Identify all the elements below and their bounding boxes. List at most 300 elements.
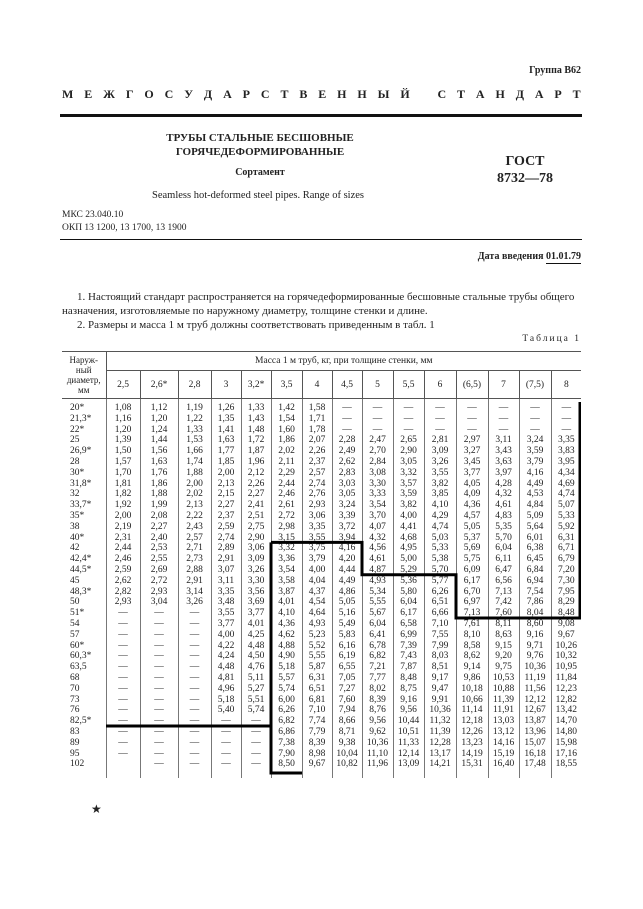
mass-cell: 13,12	[488, 727, 519, 738]
mass-cell: 3,95	[551, 457, 581, 468]
mass-cell: 2,57	[302, 468, 332, 479]
mass-cell: 1,16	[106, 414, 140, 425]
mass-cell: 5,74	[241, 705, 271, 716]
mass-cell: 9,16	[519, 630, 551, 641]
heading-letter: М	[62, 87, 74, 101]
mass-cell: 3,87	[271, 587, 302, 598]
mass-cell: 6,84	[519, 565, 551, 576]
mass-cell: —	[106, 684, 140, 695]
mass-cell: 3,35	[302, 522, 332, 533]
mass-cell: 8,76	[362, 705, 393, 716]
mass-cell: 2,00	[211, 468, 241, 479]
mass-cell: 7,60	[488, 608, 519, 619]
mass-cell: —	[178, 695, 211, 706]
mks-code: МКС 23.040.10	[62, 210, 124, 220]
mass-cell: 1,96	[241, 457, 271, 468]
mass-cell: 2,08	[140, 511, 178, 522]
mass-cell: 5,38	[424, 554, 456, 565]
mass-cell: 8,58	[456, 641, 488, 652]
mass-cell: 10,51	[393, 727, 424, 738]
diameter-cell: 82,5*	[70, 716, 92, 727]
thickness-header: 2,8	[178, 371, 211, 399]
mass-cell: 2,59	[211, 522, 241, 533]
mass-cell: 4,00	[302, 565, 332, 576]
mass-cell: 4,62	[271, 630, 302, 641]
mass-cell: —	[106, 619, 140, 630]
heading-letter: Н	[495, 87, 505, 101]
mass-cell: 2,74	[302, 479, 332, 490]
mass-cell: 3,07	[211, 565, 241, 576]
mass-cell: 2,90	[393, 446, 424, 457]
heading-letter: Т	[572, 87, 581, 101]
mass-cell: 2,27	[211, 500, 241, 511]
mass-cell: 8,03	[424, 651, 456, 662]
mass-cell: 3,26	[424, 457, 456, 468]
mass-cell: 9,86	[456, 673, 488, 684]
mass-cell: 7,21	[362, 662, 393, 673]
mass-cell: 4,32	[488, 489, 519, 500]
mass-cell: 4,93	[302, 619, 332, 630]
mass-cell: 6,97	[456, 597, 488, 608]
mass-cell: 3,72	[332, 522, 362, 533]
mass-cell: 2,00	[178, 479, 211, 490]
mass-cell: 3,05	[332, 489, 362, 500]
mass-cell: 3,63	[488, 457, 519, 468]
mass-cell: 1,57	[106, 457, 140, 468]
mass-cell: 10,88	[488, 684, 519, 695]
mass-cell: 4,36	[456, 500, 488, 511]
mass-cell: —	[488, 425, 519, 436]
mass-cell: 4,53	[519, 489, 551, 500]
diameter-cell: 57	[70, 629, 80, 640]
mass-cell: 15,98	[551, 738, 581, 749]
mass-cell: 12,14	[393, 749, 424, 760]
mass-cell: 6,66	[424, 608, 456, 619]
heading-letter: С	[437, 87, 447, 101]
mass-cell: —	[211, 716, 241, 727]
mass-cell: 4,20	[332, 554, 362, 565]
mass-cell: —	[211, 738, 241, 749]
mass-cell: —	[178, 651, 211, 662]
mass-cell: 5,57	[271, 673, 302, 684]
mass-cell: 2,26	[241, 479, 271, 490]
mass-cell: —	[211, 727, 241, 738]
mass-cell: 1,87	[241, 446, 271, 457]
mass-cell: 5,33	[551, 511, 581, 522]
mass-cell: 14,80	[551, 727, 581, 738]
mass-cell: 5,11	[241, 673, 271, 684]
thickness-header: 2,5	[106, 371, 140, 399]
mass-cell: 13,03	[488, 716, 519, 727]
mass-cell: 6,56	[488, 576, 519, 587]
mass-cell: 14,21	[424, 759, 456, 770]
heading-letter: Е	[318, 87, 327, 101]
mass-cell: 8,04	[519, 608, 551, 619]
mass-cell: 3,06	[241, 543, 271, 554]
mass-cell: —	[178, 759, 211, 770]
mass-cell: —	[488, 403, 519, 414]
diameter-cell: 51*	[70, 608, 85, 619]
mass-cell: 2,13	[178, 500, 211, 511]
mass-cell: 1,86	[140, 479, 178, 490]
mass-cell: 8,98	[302, 749, 332, 760]
diameter-cell: 40*	[70, 532, 85, 543]
mass-cell: 12,26	[456, 727, 488, 738]
mass-cell: 12,12	[519, 695, 551, 706]
mass-cell: —	[140, 684, 178, 695]
paragraph-2: 2. Размеры и масса 1 м труб должны соответствовать приведенным в табл. 1	[77, 319, 435, 331]
mass-cell: 12,18	[456, 716, 488, 727]
mass-cell: —	[178, 608, 211, 619]
gost-number: 8732—78	[497, 171, 553, 186]
mass-cell: 7,61	[456, 619, 488, 630]
diameter-cell: 68	[70, 672, 80, 683]
mass-cell: 5,29	[393, 565, 424, 576]
mass-cell: 8,63	[488, 630, 519, 641]
mass-cell: 9,17	[424, 673, 456, 684]
mass-cell: 2,83	[332, 468, 362, 479]
mass-cell: 4,95	[393, 543, 424, 554]
diameter-cell: 54	[70, 618, 80, 629]
mass-cell: 13,42	[551, 705, 581, 716]
mass-cell: 4,04	[302, 576, 332, 587]
mass-cell: —	[140, 695, 178, 706]
mass-cell: 2,49	[332, 446, 362, 457]
mass-cell: 5,55	[302, 651, 332, 662]
mass-cell: 11,33	[393, 738, 424, 749]
mass-cell: 2,75	[241, 522, 271, 533]
mass-cell: 3,75	[302, 543, 332, 554]
mass-cell: 3,11	[488, 435, 519, 446]
mass-cell: 15,07	[519, 738, 551, 749]
mass-cell: 3,32	[393, 468, 424, 479]
mass-cell: 14,19	[456, 749, 488, 760]
mass-cell: 1,88	[140, 489, 178, 500]
mass-cell: 7,43	[393, 651, 424, 662]
mass-cell: —	[178, 630, 211, 641]
mass-cell: 2,44	[106, 543, 140, 554]
mass-cell: 4,93	[362, 576, 393, 587]
mass-cell: 6,11	[488, 554, 519, 565]
mass-cell: —	[178, 749, 211, 760]
mass-cell: 4,41	[393, 522, 424, 533]
mass-cell: 5,18	[211, 695, 241, 706]
mass-cell: 2,26	[302, 446, 332, 457]
mass-cell: —	[393, 403, 424, 414]
thickness-header: 7	[488, 371, 519, 399]
mass-cell: —	[424, 425, 456, 436]
mass-cell: 8,10	[456, 630, 488, 641]
diameter-cell: 35*	[70, 510, 85, 521]
mass-cell: 10,53	[488, 673, 519, 684]
heading-letter: А	[534, 87, 544, 101]
mass-cell: 1,50	[106, 446, 140, 457]
mass-cell: 3,55	[302, 533, 332, 544]
mass-cell: 3,06	[302, 511, 332, 522]
mass-cell: 3,45	[456, 457, 488, 468]
mass-cell: 11,32	[424, 716, 456, 727]
mass-cell: 1,54	[271, 414, 302, 425]
mass-cell: 3,35	[551, 435, 581, 446]
mass-cell: 7,99	[424, 641, 456, 652]
mass-cell: —	[211, 759, 241, 770]
mass-cell: 3,77	[456, 468, 488, 479]
mass-cell: 3,56	[241, 587, 271, 598]
diameter-cell: 21,3*	[70, 413, 92, 424]
mass-cell: —	[241, 759, 271, 770]
mass-cell: 3,82	[393, 500, 424, 511]
mass-cell: —	[241, 738, 271, 749]
mass-cell: 2,72	[140, 576, 178, 587]
mass-cell: —	[178, 716, 211, 727]
mass-cell: —	[332, 414, 362, 425]
thickness-header: 4,5	[332, 371, 362, 399]
mass-cell: 3,48	[211, 597, 241, 608]
mass-cell: 3,14	[178, 587, 211, 598]
mass-cell: 1,63	[211, 435, 241, 446]
mass-cell: 6,82	[271, 716, 302, 727]
mass-cell: 17,48	[519, 759, 551, 770]
mass-cell: 8,39	[362, 695, 393, 706]
mass-cell: —	[456, 414, 488, 425]
mass-cell: 2,93	[140, 587, 178, 598]
header-divider	[60, 114, 582, 117]
date-label: Дата введения	[477, 251, 544, 262]
heading-gap	[421, 87, 427, 102]
heading-letter: Е	[84, 87, 93, 101]
mass-cell: 11,39	[424, 727, 456, 738]
mass-cell: 4,16	[519, 468, 551, 479]
mass-cell: —	[106, 716, 140, 727]
mass-cell: —	[178, 738, 211, 749]
mass-cell: 8,02	[362, 684, 393, 695]
mass-cell: 5,70	[424, 565, 456, 576]
heading-letter: А	[223, 87, 232, 101]
mass-cell: 1,42	[271, 403, 302, 414]
mass-cell: 2,93	[106, 597, 140, 608]
mass-cell: 2,46	[271, 489, 302, 500]
diameter-cell: 26,9*	[70, 446, 92, 457]
mass-cell: 2,41	[241, 500, 271, 511]
heading-letter: Н	[337, 87, 347, 101]
diameter-cell: 42,4*	[70, 554, 92, 565]
mass-cell: 4,01	[241, 619, 271, 630]
thickness-header: 3,2*	[241, 371, 271, 399]
mass-cell: 4,90	[271, 651, 302, 662]
mass-cell: 8,51	[424, 662, 456, 673]
mass-cell: 1,39	[106, 435, 140, 446]
mass-cell: —	[424, 414, 456, 425]
diameter-cell: 73	[70, 694, 80, 705]
mass-cell: 8,50	[271, 759, 302, 770]
mass-cell: 3,94	[332, 533, 362, 544]
mass-cell: 2,89	[211, 543, 241, 554]
mass-cell: 14,16	[488, 738, 519, 749]
mass-cell: 5,67	[362, 608, 393, 619]
mass-cell: 6,99	[393, 630, 424, 641]
mass-cell: 4,00	[393, 511, 424, 522]
okp-code: ОКП 13 1200, 13 1700, 13 1900	[62, 223, 187, 233]
mass-cell: 1,72	[241, 435, 271, 446]
upper-group-border	[271, 402, 580, 618]
mass-cell: 8,11	[488, 619, 519, 630]
mass-cell: 3,32	[271, 543, 302, 554]
mass-cell: 5,49	[332, 619, 362, 630]
mass-cell: 2,98	[271, 522, 302, 533]
mass-cell: 3,30	[362, 479, 393, 490]
mass-cell: 3,59	[393, 489, 424, 500]
mass-cell: 7,13	[488, 587, 519, 598]
mass-cell: 9,75	[488, 662, 519, 673]
mass-cell: 6,45	[519, 554, 551, 565]
mass-cell: 1,33	[178, 425, 211, 436]
mass-cell: —	[140, 608, 178, 619]
mass-cell: 9,56	[393, 705, 424, 716]
mass-cell: —	[456, 403, 488, 414]
heading-letter: В	[299, 87, 308, 101]
heading-letter: Д	[515, 87, 524, 101]
mass-cell: 5,34	[362, 587, 393, 598]
diameter-cell: 31,8*	[70, 478, 92, 489]
table-group-borders	[62, 351, 581, 777]
mass-cell: 2,27	[241, 489, 271, 500]
mass-cell: —	[106, 738, 140, 749]
heading-letter: Р	[554, 87, 562, 101]
mass-cell: 3,39	[332, 511, 362, 522]
mass-cell: —	[241, 716, 271, 727]
mass-cell: 1,44	[140, 435, 178, 446]
mass-cell: 7,20	[551, 565, 581, 576]
mass-cell: 7,87	[393, 662, 424, 673]
english-title: Seamless hot-deformed steel pipes. Range of sizes	[152, 190, 364, 201]
mass-cell: —	[456, 425, 488, 436]
mass-cell: 10,36	[424, 705, 456, 716]
mass-cell: 7,10	[424, 619, 456, 630]
mass-cell: 2,57	[178, 533, 211, 544]
mass-cell: 8,39	[302, 738, 332, 749]
mass-cell: 11,14	[456, 705, 488, 716]
mass-header: Масса 1 м труб, кг, при толщине стенки, мм	[106, 352, 581, 371]
thickness-header: 3	[211, 371, 241, 399]
heading-letter: Т	[280, 87, 289, 101]
mass-cell: 4,49	[332, 576, 362, 587]
mass-cell: —	[140, 673, 178, 684]
mass-cell: 9,16	[393, 695, 424, 706]
mass-cell: 2,91	[211, 554, 241, 565]
mass-cell: —	[106, 727, 140, 738]
mass-cell: 7,13	[456, 608, 488, 619]
mass-cell: 1,71	[302, 414, 332, 425]
mass-cell: 9,14	[456, 662, 488, 673]
diameter-cell: 38	[70, 521, 80, 532]
mass-cell: 2,46	[106, 554, 140, 565]
mass-cell: 7,30	[551, 576, 581, 587]
mass-cell: 5,77	[424, 576, 456, 587]
mass-cell: 4,81	[211, 673, 241, 684]
mass-cell: 2,88	[178, 565, 211, 576]
mass-cell: 8,60	[519, 619, 551, 630]
mass-cell: 7,39	[393, 641, 424, 652]
mass-cell: 16,18	[519, 749, 551, 760]
mass-cell: 5,18	[271, 662, 302, 673]
mass-cell: 4,54	[302, 597, 332, 608]
mass-cell: 10,26	[551, 641, 581, 652]
mass-cell: 5,35	[488, 522, 519, 533]
mass-cell: 1,43	[241, 414, 271, 425]
mass-cell: 5,05	[332, 597, 362, 608]
lower-group-border	[271, 542, 302, 773]
mass-cell: 3,36	[271, 554, 302, 565]
mass-cell: 8,71	[332, 727, 362, 738]
mass-cell: 17,16	[551, 749, 581, 760]
mass-cell: 6,38	[519, 543, 551, 554]
mass-cell: 2,02	[271, 446, 302, 457]
mass-cell: 2,40	[140, 533, 178, 544]
mass-cell: —	[140, 619, 178, 630]
mass-cell: 4,07	[362, 522, 393, 533]
gost-label: ГОСТ	[505, 154, 545, 169]
diameter-cell: 63,5	[70, 662, 87, 673]
mass-cell: 4,76	[241, 662, 271, 673]
mass-cell: 14,70	[551, 716, 581, 727]
mass-cell: 7,55	[424, 630, 456, 641]
mass-cell: 1,81	[106, 479, 140, 490]
mass-cell: —	[178, 619, 211, 630]
mass-cell: 3,30	[241, 576, 271, 587]
mass-cell: 4,74	[551, 489, 581, 500]
mass-cell: 4,32	[362, 533, 393, 544]
mass-cell: —	[140, 630, 178, 641]
mass-cell: 1,86	[271, 435, 302, 446]
heading-letter: Т	[457, 87, 466, 101]
mass-cell: 3,35	[211, 587, 241, 598]
mass-cell: 5,27	[241, 684, 271, 695]
mass-cell: 4,86	[332, 587, 362, 598]
heading-letter: А	[475, 87, 485, 101]
mass-cell: 2,29	[271, 468, 302, 479]
gost-designation	[480, 153, 570, 187]
mass-cell: 7,95	[551, 587, 581, 598]
mass-cell: 5,09	[519, 511, 551, 522]
mass-cell: 1,12	[140, 403, 178, 414]
mass-cell: 3,08	[362, 468, 393, 479]
mass-cell: 3,04	[140, 597, 178, 608]
mass-cell: 4,49	[519, 479, 551, 490]
mass-cell: 5,92	[551, 522, 581, 533]
mass-cell: 2,84	[362, 457, 393, 468]
mass-cell: 7,05	[332, 673, 362, 684]
mass-cell: 5,00	[393, 554, 424, 565]
thickness-header: 5	[362, 371, 393, 399]
mass-cell: 8,75	[393, 684, 424, 695]
mass-cell: 3,11	[211, 576, 241, 587]
mass-cell: 2,62	[106, 576, 140, 587]
mass-cell: —	[362, 414, 393, 425]
mass-cell: 1,20	[106, 425, 140, 436]
mass-cell: 9,62	[362, 727, 393, 738]
mass-cell: 13,09	[393, 759, 424, 770]
mass-cell: 10,18	[456, 684, 488, 695]
mass-cell: 5,07	[551, 500, 581, 511]
mass-cell: 2,55	[140, 554, 178, 565]
mass-cell: 7,38	[271, 738, 302, 749]
mass-cell: 2,12	[241, 468, 271, 479]
mass-cell: 4,57	[456, 511, 488, 522]
mass-cell: —	[178, 684, 211, 695]
mass-cell: 7,60	[332, 695, 362, 706]
mass-cell: 5,74	[271, 684, 302, 695]
mass-cell: 7,42	[488, 597, 519, 608]
